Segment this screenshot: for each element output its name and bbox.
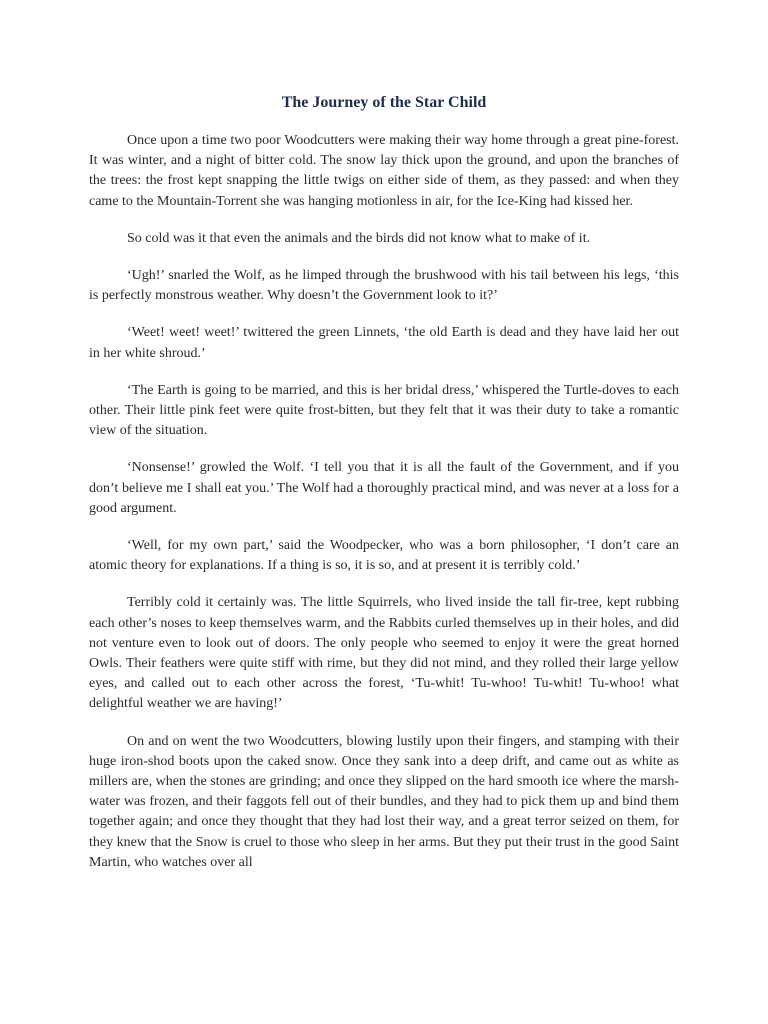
paragraph: So cold was it that even the animals and the birds did not know what to make of it. xyxy=(127,230,591,246)
paragraph: Once upon a time two poor Woodcutters were making their way home through a great pine-forest. It was winter, and a night of bitter cold. The snow lay thick upon the ground, and upon the branches of the trees: the frost kept snapping the little twigs on either side of them, as they passed: and when they came to the Mountain-Torrent she was hanging motionless in air, for the Ice-King had kissed her. xyxy=(89,133,679,209)
paragraph: ‘Nonsense!’ growled the Wolf. ‘I tell you that it is all the fault of the Government, and if you don’t believe me I shall eat you.’ The Wolf had a thoroughly practical mind, and was never at a loss for a good argument. xyxy=(89,460,679,516)
paragraph: ‘Weet! weet! weet!’ twittered the green Linnets, ‘the old Earth is dead and they have laid her out in her white shroud.’ xyxy=(89,325,679,361)
document-body xyxy=(89,131,679,890)
page-title: The Journey of the Star Child xyxy=(281,94,487,111)
paragraph: ‘Well, for my own part,’ said the Woodpecker, who was a born philosopher, ‘I don’t care an atomic theory for explanations. If a thing is so, it is so, and at present it is terribly cold.’ xyxy=(89,538,679,574)
paragraph: On and on went the two Woodcutters, blowing lustily upon their fingers, and stamping with their huge iron-shod boots upon the caked snow. Once they sank into a deep drift, and came out as white as millers are, when the stones are grinding; and once they slipped on the hard smooth ice where the marsh-water was frozen, and their faggots fell out of their bundles, and they had to pick them up and bind them together again; and once they thought that they had lost their way, and a great terror seized on them, for they knew that the Snow is cruel to those who sleep in her arms. But they put their trust in the good Saint Martin, who watches over all xyxy=(89,733,679,870)
paragraph: ‘Ugh!’ snarled the Wolf, as he limped through the brushwood with his tail between his legs, ‘this is perfectly monstrous weather. Why doesn’t the Government look to it?’ xyxy=(89,268,679,304)
paragraph: ‘The Earth is going to be married, and this is her bridal dress,’ whispered the Turtle-doves to each other. Their little pink feet were quite frost-bitten, but they felt that it was their duty to take a romantic view of the situation. xyxy=(89,382,679,439)
paragraph: Terribly cold it certainly was. The little Squirrels, who lived inside the tall fir-tree, kept rubbing each other’s noses to keep themselves warm, and the Rabbits curled themselves up in their holes, and did not venture even to look out of doors. The only people who seemed to enjoy it were the great horned Owls. Their feathers were quite stiff with rime, but they did not mind, and they rolled their large yellow eyes, and called out to each other across the forest, ‘Tu-whit! Tu-whoo! Tu-whit! Tu-whoo! what delightful weather we are having!’ xyxy=(89,595,679,712)
